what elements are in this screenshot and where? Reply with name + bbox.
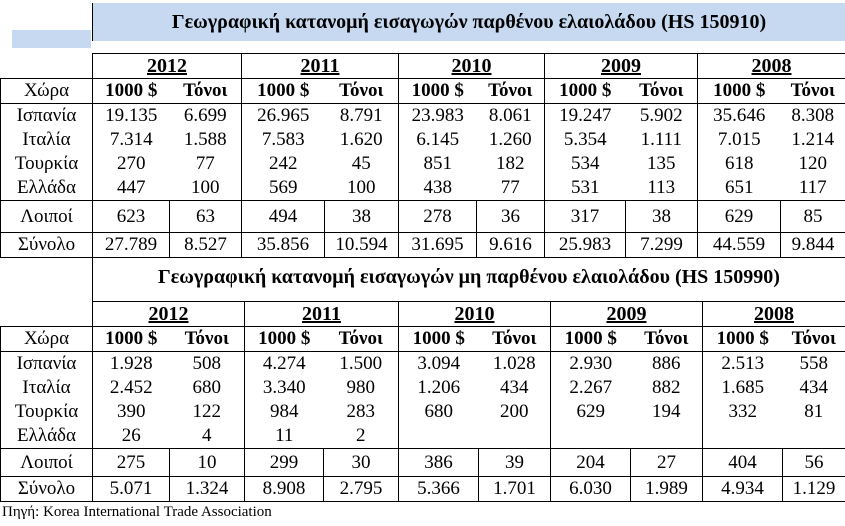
tons-cell: 4 (170, 424, 245, 449)
tons-cell: 434 (479, 376, 551, 400)
tons-cell: 1.129 (783, 477, 845, 502)
table-row (1, 352, 845, 377)
value-cell: 569 (242, 176, 325, 201)
table-row (1, 233, 845, 258)
tons-cell: 45 (325, 152, 399, 176)
tons-header: Τόνοι (170, 79, 242, 104)
table2 (0, 301, 845, 502)
tons-cell: 8.791 (325, 104, 399, 129)
value-cell (399, 424, 479, 449)
value-cell: 680 (399, 400, 479, 424)
value-cell: 623 (93, 201, 170, 233)
tons-cell: 10 (170, 449, 245, 477)
tons-cell: 886 (631, 352, 703, 377)
tons-cell: 680 (170, 376, 245, 400)
value-cell: 2.513 (703, 352, 783, 377)
tons-cell: 194 (631, 400, 703, 424)
year-header: 2008 (703, 302, 845, 327)
value-cell: 651 (698, 176, 781, 201)
tons-cell: 1.701 (479, 477, 551, 502)
tons-cell: 77 (477, 176, 545, 201)
tons-cell: 508 (170, 352, 245, 377)
value-cell: 4.274 (245, 352, 324, 377)
tons-cell: 1.214 (781, 128, 845, 152)
tons-cell: 6.699 (170, 104, 242, 129)
year-header: 2012 (93, 54, 242, 79)
value-header: 1000 $ (698, 79, 781, 104)
table-row (1, 152, 845, 176)
value-cell: 6.145 (399, 128, 477, 152)
tons-cell: 2 (324, 424, 399, 449)
tons-header: Τόνοι (325, 79, 399, 104)
tons-cell: 5.902 (626, 104, 698, 129)
tons-cell: 1.989 (631, 477, 703, 502)
year-header: 2009 (551, 302, 703, 327)
value-cell: 2.267 (551, 376, 631, 400)
tons-header: Τόνοι (479, 327, 551, 352)
value-header: 1000 $ (93, 79, 170, 104)
tons-cell: 1.028 (479, 352, 551, 377)
tons-header: Τόνοι (324, 327, 399, 352)
tons-cell: 980 (324, 376, 399, 400)
value-cell: 23.983 (399, 104, 477, 129)
accent-bar (12, 30, 91, 48)
tons-header: Τόνοι (783, 327, 845, 352)
country-header: Χώρα (1, 327, 93, 352)
tons-cell (631, 424, 703, 449)
year-header: 2009 (545, 54, 698, 79)
tons-header: Τόνοι (631, 327, 703, 352)
value-header: 1000 $ (551, 327, 631, 352)
tons-cell: 100 (170, 176, 242, 201)
country-cell: Σύνολο (1, 477, 93, 502)
year-row (1, 54, 845, 79)
tons-cell: 85 (781, 201, 845, 233)
table-row (1, 128, 845, 152)
tons-cell: 117 (781, 176, 845, 201)
value-cell: 2.930 (551, 352, 631, 377)
value-header: 1000 $ (245, 327, 324, 352)
year-header: 2011 (245, 302, 399, 327)
value-cell: 27.789 (93, 233, 170, 258)
year-header: 2008 (698, 54, 845, 79)
value-cell: 242 (242, 152, 325, 176)
corner-cell (1, 302, 93, 327)
table-row (1, 400, 845, 424)
corner-cell (1, 54, 93, 79)
tons-cell: 100 (325, 176, 399, 201)
tons-cell: 27 (631, 449, 703, 477)
tons-cell: 1.500 (324, 352, 399, 377)
value-cell: 531 (545, 176, 626, 201)
country-cell: Ισπανία (1, 104, 93, 129)
column-header-row (1, 327, 845, 352)
country-cell: Λοιποί (1, 449, 93, 477)
tons-cell: 1.324 (170, 477, 245, 502)
value-cell: 26.965 (242, 104, 325, 129)
country-cell: Ιταλία (1, 376, 93, 400)
value-cell: 25.983 (545, 233, 626, 258)
tons-cell: 56 (783, 449, 845, 477)
table1-title: Γεωγραφική κατανομή εισαγωγών παρθένου ελαιολάδου (HS 150910) (92, 3, 845, 41)
tons-cell: 882 (631, 376, 703, 400)
country-cell: Σύνολο (1, 233, 93, 258)
value-cell: 5.366 (399, 477, 479, 502)
tons-header: Τόνοι (626, 79, 698, 104)
value-header: 1000 $ (545, 79, 626, 104)
value-cell: 6.030 (551, 477, 631, 502)
value-cell: 534 (545, 152, 626, 176)
tons-cell: 36 (477, 201, 545, 233)
value-cell: 7.015 (698, 128, 781, 152)
value-cell: 618 (698, 152, 781, 176)
value-cell: 204 (551, 449, 631, 477)
value-cell: 851 (399, 152, 477, 176)
value-cell: 275 (93, 449, 170, 477)
country-header: Χώρα (1, 79, 93, 104)
value-cell: 1.206 (399, 376, 479, 400)
tons-cell: 9.616 (477, 233, 545, 258)
table-row (1, 477, 845, 502)
tons-cell: 38 (325, 201, 399, 233)
year-header: 2012 (93, 302, 245, 327)
value-cell: 494 (242, 201, 325, 233)
tons-cell: 30 (324, 449, 399, 477)
value-cell: 1.685 (703, 376, 783, 400)
value-cell: 5.071 (93, 477, 170, 502)
value-cell (703, 424, 783, 449)
table2-title: Γεωγραφική κατανομή εισαγωγών μη παρθένου ελαιολάδου (HS 150990) (92, 253, 845, 301)
tons-cell: 182 (477, 152, 545, 176)
tons-header: Τόνοι (477, 79, 545, 104)
value-cell: 44.559 (698, 233, 781, 258)
year-header: 2010 (399, 54, 545, 79)
tons-cell: 9.844 (781, 233, 845, 258)
value-cell: 35.646 (698, 104, 781, 129)
value-cell: 11 (245, 424, 324, 449)
value-cell: 332 (703, 400, 783, 424)
table-row (1, 176, 845, 201)
value-cell: 31.695 (399, 233, 477, 258)
tons-cell: 8.061 (477, 104, 545, 129)
value-cell: 7.314 (93, 128, 170, 152)
value-cell: 2.452 (93, 376, 170, 400)
table-row (1, 376, 845, 400)
value-cell: 4.934 (703, 477, 783, 502)
value-header: 1000 $ (242, 79, 325, 104)
value-cell: 629 (698, 201, 781, 233)
tons-cell: 38 (626, 201, 698, 233)
column-header-row (1, 79, 845, 104)
tons-cell: 113 (626, 176, 698, 201)
value-cell: 35.856 (242, 233, 325, 258)
table-row (1, 449, 845, 477)
table-row (1, 201, 845, 233)
value-header: 1000 $ (399, 327, 479, 352)
source-note: Πηγή: Korea International Trade Association (2, 504, 272, 520)
country-cell: Ισπανία (1, 352, 93, 377)
value-cell: 3.094 (399, 352, 479, 377)
tons-cell (783, 424, 845, 449)
tons-cell (479, 424, 551, 449)
value-cell: 299 (245, 449, 324, 477)
tons-cell: 39 (479, 449, 551, 477)
value-cell: 438 (399, 176, 477, 201)
value-cell: 317 (545, 201, 626, 233)
tons-header: Τόνοι (170, 327, 245, 352)
value-header: 1000 $ (93, 327, 170, 352)
tons-cell: 135 (626, 152, 698, 176)
country-cell: Ελλάδα (1, 176, 93, 201)
value-cell: 1.928 (93, 352, 170, 377)
tons-cell: 81 (783, 400, 845, 424)
tons-cell: 283 (324, 400, 399, 424)
tons-cell: 1.260 (477, 128, 545, 152)
country-cell: Ελλάδα (1, 424, 93, 449)
tons-cell: 7.299 (626, 233, 698, 258)
table-row (1, 104, 845, 129)
tons-cell: 8.527 (170, 233, 242, 258)
value-cell: 5.354 (545, 128, 626, 152)
year-header: 2010 (399, 302, 551, 327)
tons-cell: 1.111 (626, 128, 698, 152)
value-cell: 404 (703, 449, 783, 477)
year-header: 2011 (242, 54, 399, 79)
table-row (1, 424, 845, 449)
value-cell: 19.247 (545, 104, 626, 129)
value-cell: 7.583 (242, 128, 325, 152)
year-row (1, 302, 845, 327)
country-cell: Λοιποί (1, 201, 93, 233)
value-cell: 386 (399, 449, 479, 477)
value-cell: 270 (93, 152, 170, 176)
value-cell: 19.135 (93, 104, 170, 129)
value-cell: 390 (93, 400, 170, 424)
value-cell: 447 (93, 176, 170, 201)
tons-cell: 120 (781, 152, 845, 176)
value-cell: 8.908 (245, 477, 324, 502)
tons-cell: 558 (783, 352, 845, 377)
value-header: 1000 $ (399, 79, 477, 104)
tons-cell: 122 (170, 400, 245, 424)
country-cell: Ιταλία (1, 128, 93, 152)
value-cell: 26 (93, 424, 170, 449)
tons-cell: 200 (479, 400, 551, 424)
value-cell: 278 (399, 201, 477, 233)
country-cell: Τουρκία (1, 152, 93, 176)
value-cell (551, 424, 631, 449)
tons-header: Τόνοι (781, 79, 845, 104)
tons-cell: 8.308 (781, 104, 845, 129)
tons-cell: 2.795 (324, 477, 399, 502)
tons-cell: 1.588 (170, 128, 242, 152)
country-cell: Τουρκία (1, 400, 93, 424)
value-cell: 629 (551, 400, 631, 424)
tons-cell: 1.620 (325, 128, 399, 152)
tons-cell: 63 (170, 201, 242, 233)
tons-cell: 434 (783, 376, 845, 400)
value-cell: 984 (245, 400, 324, 424)
value-header: 1000 $ (703, 327, 783, 352)
value-cell: 3.340 (245, 376, 324, 400)
tons-cell: 10.594 (325, 233, 399, 258)
tons-cell: 77 (170, 152, 242, 176)
table1 (0, 53, 845, 258)
